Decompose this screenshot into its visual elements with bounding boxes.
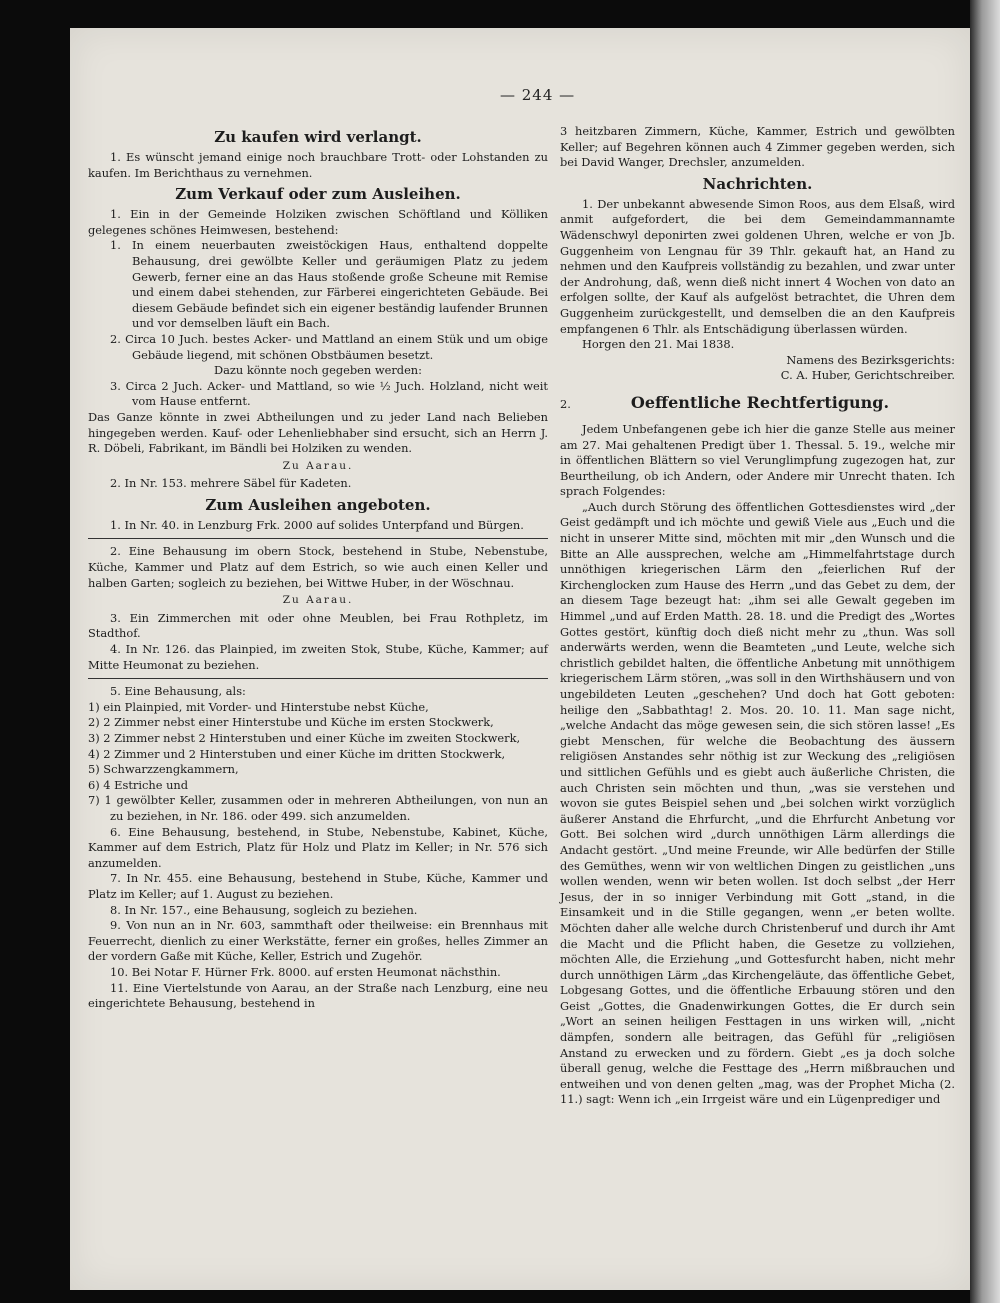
notice-verkauf-1b: 2. Circa 10 Juch. bestes Acker- und Mattland an einem Stük und um obige Gebäude liegend, mit schönen Obstbäumen besetzt.	[110, 331, 548, 362]
list-item: 7) 1 gewölbter Keller, zusammen oder in mehreren Abtheilungen, von nun an zu beziehen, in Nr. 186. oder 499. sich anzumelden.	[88, 793, 548, 823]
notice-ausleihen-10: 10. Bei Notar F. Hürner Frk. 8000. auf ersten Heumonat nächsthin.	[110, 964, 501, 979]
signature-line-2: C. A. Huber, Gerichtschreiber.	[780, 368, 955, 383]
notice-ausleihen-2: 2. Eine Behausung im obern Stock, bestehend in Stube, Nebenstube, Küche, Kammer und Platz auf dem Estrich, so wie auch einen Keller und halben Garten; sogleich zu beziehen, bei Wittwe Huber, in der Wöschnau.	[88, 544, 548, 590]
heading-ausleihen-angeboten: Zum Ausleihen angeboten.	[205, 495, 431, 514]
notice-ausleihen-9: 9. Von nun an in Nr. 603, sammthaft oder theilweise: ein Brennhaus mit Feuerrecht, dienlich zu einer Werkstätte, ferner ein großes, helles Zimmer an der vordern Gaße mit Küche, Keller, Estrich und Zugehör.	[88, 918, 548, 964]
signature-line-1: Namens des Bezirksgerichts:	[786, 352, 955, 367]
section-header-rechtfertigung	[560, 390, 955, 416]
list-item: 4) 2 Zimmer und 2 Hinterstuben und einer Küche im dritten Stockwerk,	[88, 746, 506, 761]
left-column	[88, 124, 548, 1012]
notice-ausleihen-3: 3. Ein Zimmerchen mit oder ohne Meublen, bei Frau Rothpletz, im Stadthof.	[88, 610, 548, 641]
heading-nachrichten: Nachrichten.	[702, 174, 813, 193]
notice-nachrichten-1: 1. Der unbekannt abwesende Simon Roos, aus dem Elsaß, wird anmit aufgefordert, die bei dem Gemeindammannamte Wädenschwyl deponirten zwei goldenen Uhren, welche er von Jb. Guggenheim von Lengnau für 39 Thlr. gekauft hat, an Hand zu nehmen und den Kaufpreis vollständig zu bezahlen, und zwar unter der Androhung, daß, wenn dieß nicht innert 4 Wochen von dato an erfolgen sollte, der Kauf als aufgelöst betrachtet, die Uhren dem Guggenheim zurückgestellt, und demselben die an den Kaufpreis empfangenen 6 Thlr. als Entschädigung überlassen würden.	[560, 196, 955, 336]
notice-ausleihen-8: 8. In Nr. 157., eine Behausung, sogleich zu beziehen.	[110, 902, 418, 917]
rechtfertigung-intro: Jedem Unbefangenen gebe ich hier die ganze Stelle aus meiner am 27. Mai gehaltenen Predigt über 1. Thessal. 5. 19., welche mir in öffentlichen Blättern so viel Verunglimpfung zugezogen hat, zur Beurtheilung, ob ich Andern, oder Andere mir Unrecht thaten. Ich sprach Folgendes:	[560, 421, 955, 499]
section-number: 2.	[560, 396, 571, 411]
place-aarau-2: Zu Aarau.	[282, 594, 354, 607]
divider	[88, 678, 548, 679]
notice-ausleihen-1: 1. In Nr. 40. in Lenzburg Frk. 2000 auf solides Unterpfand und Bürgen.	[110, 517, 524, 532]
place-aarau-1: Zu Aarau.	[282, 459, 354, 472]
list-item: 6) 4 Estriche und	[88, 777, 189, 792]
list-item: 1) ein Plainpied, mit Vorder- und Hinterstube nebst Küche,	[88, 699, 429, 714]
notice-verkauf-1: 1. Ein in der Gemeinde Holziken zwischen Schöftland und Kölliken gelegenes schönes Heimwesen, bestehend:	[88, 207, 548, 237]
list-item: 5) Schwarzzengkammern,	[88, 762, 239, 777]
heading-verkauf-ausleihen: Zum Verkauf oder zum Ausleihen.	[175, 185, 461, 204]
divider	[88, 538, 548, 539]
notice-place-date: Horgen den 21. Mai 1838.	[582, 337, 735, 352]
notice-verkauf-1d: 3. Circa 2 Juch. Acker- und Mattland, so wie ½ Juch. Holzland, nicht weit vom Hause entfernt.	[110, 378, 548, 409]
notice-continuation: 3 heitzbaren Zimmern, Küche, Kammer, Estrich und gewölbten Keller; auf Begehren können auch 4 Zimmer gegeben werden, sich bei David Wanger, Drechsler, anzumelden.	[560, 124, 955, 170]
heading-rechtfertigung: Oeffentliche Rechtfertigung.	[630, 392, 890, 412]
notice-ausleihen-4: 4. In Nr. 126. das Plainpied, im zweiten Stok, Stube, Küche, Kammer; auf Mitte Heumonat zu beziehen.	[88, 642, 548, 672]
notice-verkauf-1e: Das Ganze könnte in zwei Abtheilungen und zu jeder Land nach Belieben hingegeben werden. Kauf- oder Lehenliebhaber sind ersucht, sich an Herrn J. R. Döbeli, Fabrikant, im Bändli bei Holziken zu wenden.	[88, 409, 548, 456]
notice-verkauf-2: 2. In Nr. 153. mehrere Säbel für Kadeten.	[110, 476, 352, 491]
list-item: 3) 2 Zimmer nebst 2 Hinterstuben und einer Küche im zweiten Stockwerk,	[88, 731, 521, 745]
notice-ausleihen-7: 7. In Nr. 455. eine Behausung, bestehend in Stube, Küche, Kammer und Platz im Keller; auf 1. August zu beziehen.	[88, 871, 548, 901]
notice-verkauf-1a: 1. In einem neuerbauten zweistöckigen Haus, enthaltend doppelte Behausung, drei gewölbte Keller und geräumigen Platz zu jedem Gewerb, ferner eine an das Haus stoßende große Scheune mit Remise und einem dabei stehenden, zur Färberei eingerichteten Gebäude. Bei diesem Gebäude befindet sich ein eigener beständig laufender Brunnen und vor demselben läuft ein Bach.	[110, 238, 549, 331]
list-item: 2) 2 Zimmer nebst einer Hinterstube und Küche im ersten Stockwerk,	[88, 715, 494, 730]
notice-ausleihen-5: 5. Eine Behausung, als:	[110, 684, 246, 699]
heading-zu-kaufen: Zu kaufen wird verlangt.	[214, 128, 422, 146]
page-edge	[970, 0, 1000, 1303]
notice-ausleihen-11: 11. Eine Viertelstunde von Aarau, an der Straße nach Lenzburg, eine neu eingerichtete Behausung, bestehend in	[88, 980, 548, 1011]
newspaper-page	[70, 28, 970, 1290]
notice-ausleihen-6: 6. Eine Behausung, bestehend, in Stube, Nebenstube, Kabinet, Küche, Kammer auf dem Estrich, Platz für Holz und Platz im Keller; in Nr. 576 sich anzumelden.	[88, 824, 548, 870]
page-number: — 244 —	[500, 86, 576, 104]
notice-verkauf-1c: Dazu könnte noch gegeben werden:	[214, 363, 422, 378]
right-column	[560, 124, 955, 1108]
notice-kaufen-1: 1. Es wünscht jemand einige noch brauchbare Trott- oder Lohstanden zu kaufen. Im Berichthaus zu vernehmen.	[88, 150, 548, 180]
rechtfertigung-quote: „Auch durch Störung des öffentlichen Gottesdienstes wird „der Geist gedämpft und ich möchte und gewiß Viele aus „Euch und die nicht in unserer Mitte sind, möchten mit mir „den Wunsch und die Bitte an Alle aussprechen, welche am „Himmelfahrtstage durch unnöthigen kriegerischen Lärm den „feierlichen Ruf der Kirchenglocken zum Hause des Herrn „und das Gebet zu dem, der an diesem Tage bezeugt hat: „ihm sei alle Gewalt gegeben im Himmel „und auf Erden Matth. 28. 18. und die Predigt des „Wortes Gottes gestört, künftig doch dieß nicht mehr zu „thun. Was soll anderwärts werden, wenn die Beamteten „und Leute, welche sich christlich gebildet halten, die öffentliche Anbetung mit unnöthigem kriegerischem Lärm stören, „was soll in den Wirthshäusern und von ungebildeten Leuten „geschehen? Und doch hat Gott geboten: heilige den „Sabbathtag! 2. Mos. 20. 10. 11. Man sage nicht, „welche Andacht das möge gewesen sein, die sich stören lasse! „Es giebt Menschen, für welche die Beobachtung des äussern religiösen Anstandes sehr nöthig ist zur Weckung des „religiösen und sittlichen Gefühls und es giebt auch äußerliche Christen, die auch Christen sein möchten und thun, „was sie verstehen und wovon sie gutes Beispiel sehen und „bei solchen wirkt vorzüglich äußerer Anstand die Ehrfurcht, „und die Ehrfurcht Anbetung vor Gott. Bei solchen wird „durch unnöthigen Lärm allerdings die Andacht gestört. „Und meine Freunde, wir Alle bedürfen der Stille des Gemüthes, wenn wir von weltlichen Dingen zu geistlichen „uns wollen wenden, wenn wir beten wollen. Ist doch selbst „der Herr Jesus, der in so inniger Verbindung mit Gott „stand, in die Einsamkeit und in die Stille gegangen, wenn „er beten wollte. Möchten daher alle welche durch Christenberuf und durch ihr Amt die Macht und die Pflicht haben, die Gesetze zu vollziehen, möchten Alle, die Erziehung „und Gottesfurcht haben, nicht mehr durch unnöthigen Lärm „das Kirchengeläute, das öffentliche Gebet, Lobgesang Gottes, und die öffentliche Erbauung stören und den Geist „Gottes, die Gnadenwirkungen Gottes, die Er durch sein „Wort an seinen heiligen Festtagen in uns wirken will, „nicht dämpfen, sondern alle beitragen, das Gefühl für „religiösen Anstand zu erwecken und zu fördern. Giebt „es ja doch solche überall genug, welche die Festtage des „Herrn mißbrauchen und entweihen und von denen gelten „mag, was der Prophet Micha (2. 11.) sagt: Wenn ich „ein Irrgeist wäre und ein Lügenprediger und	[560, 499, 955, 1107]
